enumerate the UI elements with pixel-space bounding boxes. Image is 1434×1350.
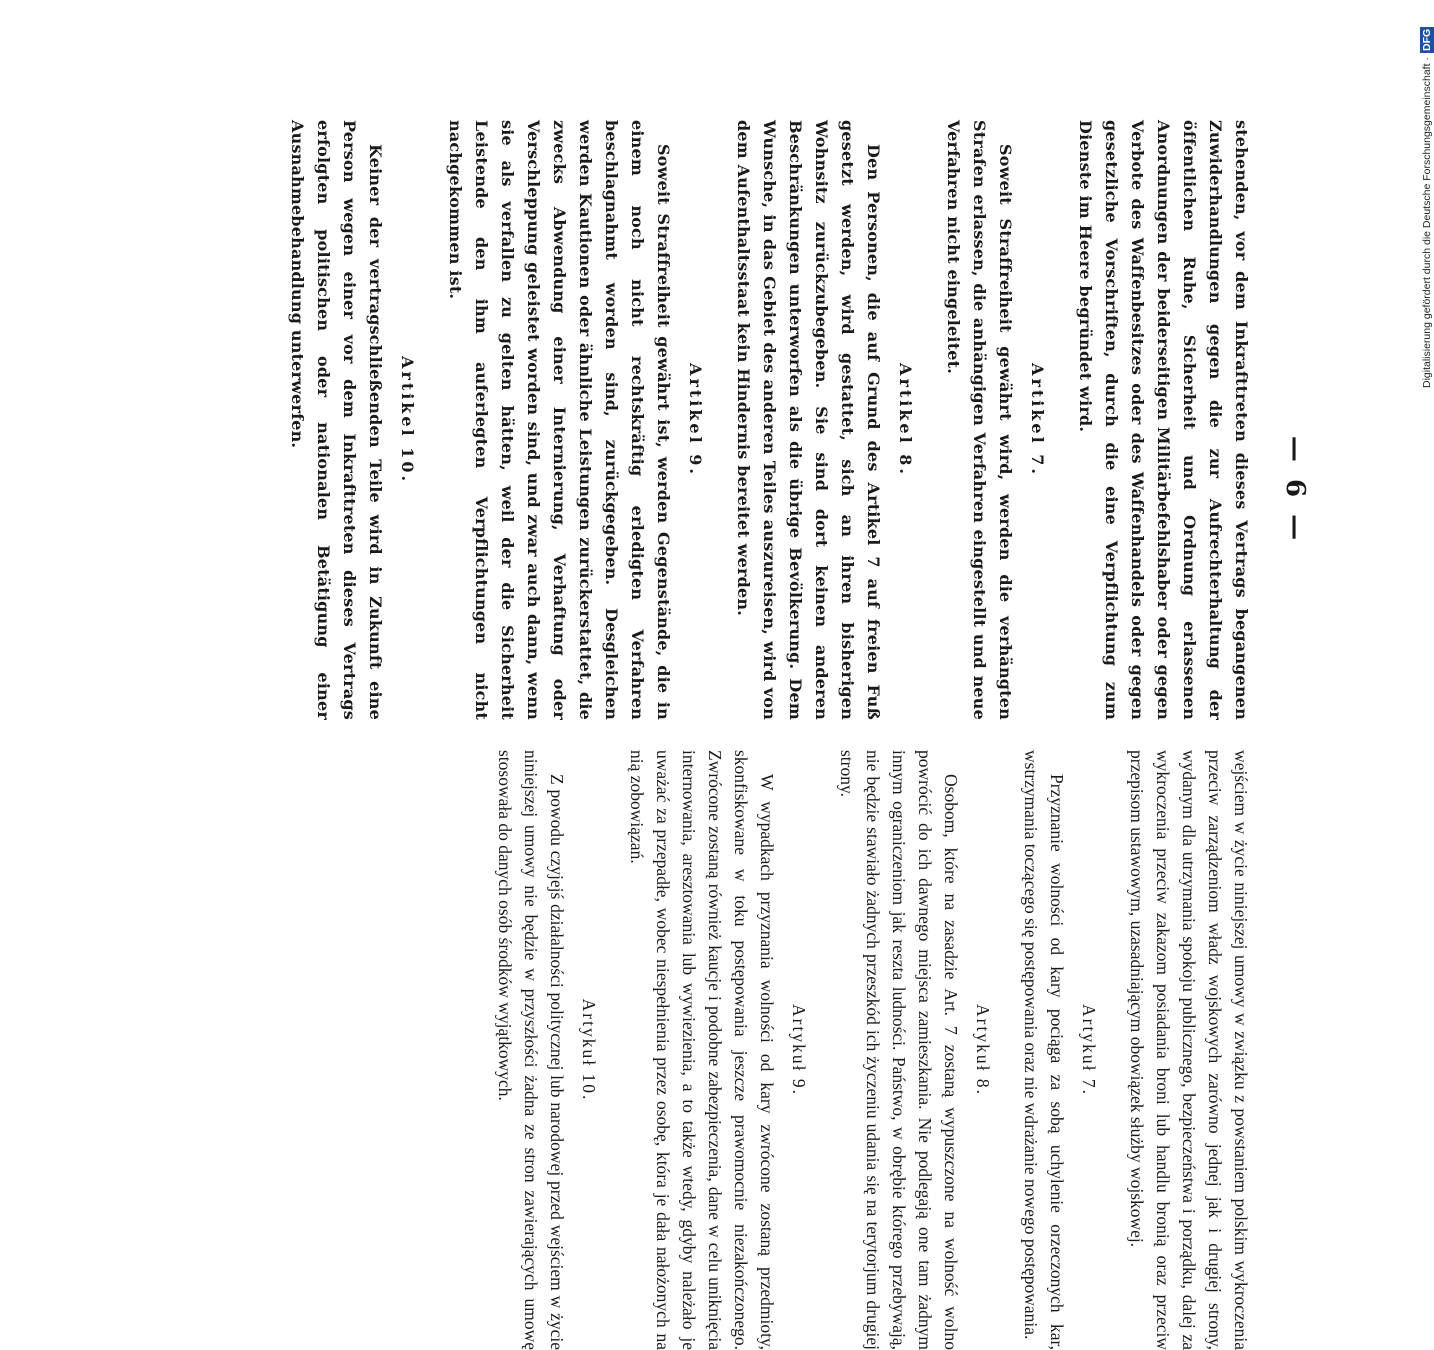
german-article-8-heading: Artikel 8.	[896, 363, 915, 477]
polish-article-9-text: W wypadkach przyznania wolności od kary zwrócone zostaną przedmioty, skonfiskowane w toku postępowania jeszcze prawomocnie niezakończonego. Zwrócone zostaną również kaucje i podobne zabezpieczenia, dane w celu uniknięcia internowania, aresztowania lub wywiezienia, a to także wtedy, gdyby należało je uważać za przepadłe, wobec niespełnienia przez osobę, która je dała nałożonych na nią zobowiązań.	[627, 750, 777, 1350]
dfg-digitization-note	[1418, 8, 1434, 388]
german-article-8-text: Den Personen, die auf Grund des Artikel 7 auf freien Fuß gesetzt werden, wird gestattet, sich an ihren bisherigen Wohnsitz zurückzubegeben. Sie sind dort keinen anderen Beschränkungen unterworfen als die übrige Bevölkerung. Dem Wunsche, in das Gebiet des anderen Teiles auszureisen, wird von dem Aufenthaltsstaat kein Hindernis bereitet werden.	[734, 120, 883, 720]
polish-article-7-text: Przyznanie wolności od kary pociąga za sobą uchylenie orzeczonych kar, wstrzymania toczącego się postępowania oraz nie wdrażanie nowego postępowania.	[1021, 750, 1067, 1350]
polish-article-10-text: Z powodu czyjejś działalności politycznej lub narodowej przed wejściem w życie niniejszej umowy nie będzie w przyszłości żadna ze stron zawierających umowę stosowała do danych osób środków wyjątkowych.	[495, 750, 567, 1350]
polish-article-7-heading: Artykuł 7.	[1079, 1004, 1099, 1096]
polish-article-10-heading: Artykuł 10.	[579, 998, 599, 1102]
polish-article-9-heading: Artykuł 9.	[789, 1004, 809, 1096]
page-number: — 6 —	[1280, 435, 1310, 545]
rotated-scanned-page	[50, 100, 1310, 1350]
german-article-7-heading: Artikel 7.	[1028, 363, 1047, 477]
german-article-9-text: Soweit Straffreiheit gewährt ist, werden Gegenstände, die in einem noch nicht rechtskräftig erledigten Verfahren beschlagnahmt worden sind, zurückgegeben. Desgleichen werden Kautionen oder ähnliche Leistungen zurückerstattet, die zwecks Abwendung einer Internierung, Verhaftung oder Verschleppung geleistet worden sind, und zwar auch dann, wenn sie als verfallen zu gelten hätten, weil der die Sicherheit Leistende den ihm auferlegten Verpflichtungen nicht nachgekommen ist.	[446, 120, 673, 720]
polish-intro-paragraph: wejściem w życie niniejszej umowy w związku z powstaniem polskim wykroczenia przeciw zarządzeniom władz wojskowych zarówno jednej jak i drugiej strony, wydanym dla utrzymania spokoju publicznego, bezpieczeństwa i porządku, dalej za wykroczenia przeciw zakazom posiadania broni lub handlu bronią oraz przeciw przepisom ustawowym, uzasadniającym obowiązek służby wojskowej.	[1127, 750, 1251, 1350]
german-article-9-heading: Artikel 9.	[686, 363, 705, 477]
german-article-7-text: Soweit Straffreiheit gewährt wird, werden die verhängten Strafen erlassen, die anhängigen Verfahren eingestellt und neue Verfahren nicht eingeleitet.	[944, 120, 1015, 720]
dfg-logo: DFG	[1421, 28, 1433, 52]
german-intro-paragraph: stehenden, vor dem Inkrafttreten dieses Vertrags begangenen Zuwiderhandlungen gegen die zur Aufrechterhaltung der öffentlichen Ruhe, Sicherheit und Ordnung erlassenen Anordnungen der beiderseitigen Militärbefehlshaber oder gegen Verbote des Waffenbesitzes oder des Waffenhandels oder gegen gesetzliche Vorschriften, durch die eine Verpflichtung zum Dienste im Heere begründet wird.	[1076, 120, 1251, 720]
polish-column	[492, 750, 1254, 1350]
german-article-10-heading: Artikel 10.	[398, 355, 417, 485]
german-article-10-text: Keiner der vertragschließenden Teile wird in Zukunft eine Person wegen einer vor dem Inkrafttreten dieses Vertrags erfolgten politischen oder nationalen Betätigung einer Ausnahmebehandlung unterwerfen.	[288, 120, 385, 720]
polish-article-8-heading: Artykuł 8.	[973, 1004, 993, 1096]
german-column	[284, 120, 1254, 720]
polish-article-8-text: Osobom, które na zasadzie Art. 7 zostaną wypuszczone na wolność wolno powrócić do ich dawnego miejsca zamieszkania. Nie podlegają one tam żadnym innym ograniczeniom jak reszta ludności. Państwo, w obrębie którego przebywają, nie będzie stawiało żadnych przeszkód ich życzeniu udania się na terytorjum drugiej strony.	[837, 750, 961, 1350]
dfg-credit-text: Digitalisierung gefördert durch die Deutsche Forschungsgemeinschaft ·	[1421, 57, 1433, 388]
